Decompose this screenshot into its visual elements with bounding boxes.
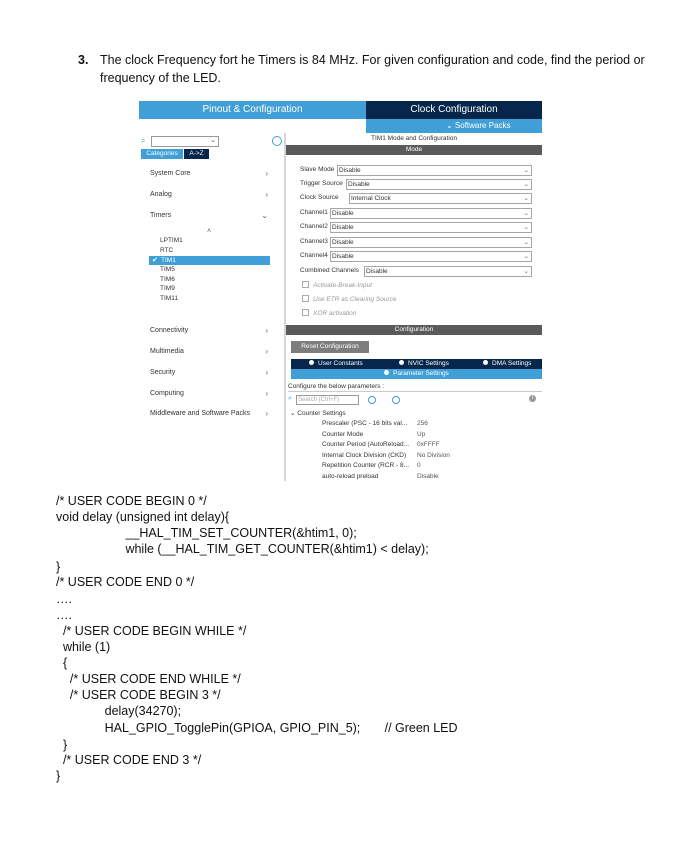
mode-configuration-pane: [286, 133, 542, 481]
field-channel1: [300, 208, 540, 219]
select-value: Disable: [348, 181, 370, 188]
chevron-down-icon: ⌄: [523, 239, 529, 246]
code-line: __HAL_TIM_SET_COUNTER(&htim1, 0);: [56, 526, 357, 540]
checkbox-label: Use ETR as Clearing Source: [313, 296, 397, 303]
param-value: 0xFFFF: [417, 441, 440, 448]
nav-security[interactable]: [150, 367, 275, 379]
code-line: /* USER CODE BEGIN 0 */: [56, 494, 207, 508]
checkbox-icon: [302, 281, 309, 288]
category-search-input[interactable]: [151, 136, 219, 147]
checkbox-activate-break-input[interactable]: [302, 281, 372, 289]
chevron-right-icon: ›: [265, 326, 268, 335]
mode-header: Mode: [286, 145, 542, 155]
software-packs-menu[interactable]: ⌄ Software Packs: [366, 119, 542, 133]
param-name: Counter Period (AutoReload...: [322, 441, 410, 448]
code-line: ….: [56, 608, 72, 622]
param-name: Repetition Counter (RCR - 8...: [322, 462, 410, 469]
chevron-down-icon: ⌄: [523, 210, 529, 217]
select-value: Disable: [339, 167, 361, 174]
nav-label: Analog: [150, 191, 172, 198]
nav-connectivity[interactable]: [150, 325, 275, 337]
tab-label: NVIC Settings: [408, 360, 449, 367]
checkbox-use-etr[interactable]: [302, 295, 396, 303]
field-slave-mode: [300, 165, 540, 176]
code-line: }: [56, 738, 68, 752]
code-line: HAL_GPIO_TogglePin(GPIOA, GPIO_PIN_5); // Green LED: [56, 721, 458, 735]
field-channel4: [300, 251, 540, 262]
param-value: 0: [417, 462, 421, 469]
code-line: {: [56, 656, 68, 670]
dot-icon: [309, 360, 314, 365]
select-value: Disable: [332, 210, 354, 217]
field-trigger-source: [300, 179, 540, 190]
nav-middleware[interactable]: [150, 408, 275, 420]
chevron-right-icon: ›: [265, 347, 268, 356]
tab-clock-configuration[interactable]: Clock Configuration: [366, 101, 542, 119]
param-name: auto-reload preload: [322, 472, 379, 480]
param-row[interactable]: [322, 431, 542, 440]
nav-label: Timers: [150, 212, 172, 219]
timer-item[interactable]: LPTIM1: [160, 237, 183, 244]
code-line: while (__HAL_TIM_GET_COUNTER(&htim1) < delay);: [56, 542, 429, 556]
param-name: Counter Mode: [322, 430, 364, 438]
config-subtabs: [291, 359, 542, 369]
chevron-right-icon: ›: [265, 389, 268, 398]
tab-categories[interactable]: Categories: [141, 149, 183, 159]
chevron-right-icon: ›: [265, 409, 268, 418]
tab-a-z[interactable]: A->Z: [184, 149, 209, 159]
field-label: Channel2: [300, 223, 328, 230]
field-label: Channel4: [300, 252, 328, 259]
chevron-down-icon: ⌄: [523, 268, 529, 275]
nav-label: Multimedia: [150, 348, 184, 355]
field-label: Channel3: [300, 238, 328, 245]
chevron-down-icon: ⌄: [523, 253, 529, 260]
channel2-select[interactable]: [330, 222, 532, 233]
tab-label: DMA Settings: [492, 360, 532, 367]
chevron-right-icon: ›: [265, 190, 268, 199]
chevron-right-icon: ›: [265, 169, 268, 178]
field-label: Channel1: [300, 209, 328, 216]
field-clock-source: [300, 193, 540, 204]
nav-label: Middleware and Software Packs: [150, 410, 250, 417]
select-value: Disable: [332, 253, 354, 260]
group-label: Counter Settings: [297, 410, 346, 417]
reset-configuration-button[interactable]: Reset Configuration: [291, 341, 369, 353]
nav-label: Connectivity: [150, 327, 189, 334]
chevron-down-icon: ⌄: [261, 211, 268, 220]
field-label: Combined Channels: [300, 267, 359, 274]
gear-icon[interactable]: [272, 136, 282, 146]
categories-pane: [139, 133, 286, 481]
counter-settings-group[interactable]: [290, 409, 346, 417]
param-name: Prescaler (PSC - 16 bits val...: [322, 420, 408, 427]
code-line: /* USER CODE END 0 */: [56, 575, 195, 589]
tab-label: Parameter Settings: [393, 370, 449, 377]
check-icon: ✔: [152, 257, 158, 264]
tab-parameter-settings[interactable]: [291, 369, 542, 379]
code-line: }: [56, 560, 61, 574]
nav-label: Computing: [150, 390, 184, 397]
chevron-right-icon: ›: [265, 368, 268, 377]
field-label: Slave Mode: [300, 166, 335, 173]
nav-analog[interactable]: [150, 189, 275, 201]
nav-multimedia[interactable]: [150, 346, 275, 358]
code-line: }: [56, 769, 61, 783]
code-line: ….: [56, 592, 72, 606]
combined-channels-select[interactable]: [364, 266, 532, 277]
code-line: /* USER CODE BEGIN 3 */: [56, 688, 221, 702]
clock-source-select[interactable]: [349, 193, 532, 204]
code-line: /* USER CODE BEGIN WHILE */: [56, 624, 247, 638]
nav-label: Security: [150, 369, 176, 376]
code-line: /* USER CODE END WHILE */: [56, 672, 241, 686]
mode-title: TIM1 Mode and Configuration: [371, 135, 457, 142]
tab-bar: [139, 101, 542, 119]
nav-label: System Core: [150, 170, 191, 177]
filter-icon[interactable]: [392, 396, 400, 404]
field-channel2: [300, 222, 540, 233]
search-icon: ⌕: [288, 395, 292, 402]
field-channel3: [300, 237, 540, 248]
nav-system-core[interactable]: [150, 168, 275, 180]
chevron-down-icon: ⌄: [523, 224, 529, 231]
tab-dma-settings[interactable]: [483, 359, 531, 369]
field-label: Trigger Source: [300, 180, 343, 187]
nav-timers[interactable]: [150, 210, 275, 222]
code-line: /* USER CODE END 3 */: [56, 753, 202, 767]
scroll-up-icon[interactable]: ˄: [207, 228, 212, 235]
search-icon: ⌕: [141, 136, 146, 145]
question-text: The clock Frequency fort he Timers is 84 MHz. For given configuration and code, find the period or frequency of the LED.: [100, 53, 645, 85]
channel3-select[interactable]: [330, 237, 532, 248]
configuration-header: Configuration: [286, 325, 542, 335]
channel4-select[interactable]: [330, 251, 532, 262]
param-row[interactable]: [322, 441, 542, 450]
divider: [288, 391, 542, 392]
param-value: 256: [417, 420, 428, 427]
dot-icon: [384, 370, 389, 375]
param-row[interactable]: [322, 452, 542, 461]
trigger-source-select[interactable]: [346, 179, 532, 190]
field-label: Clock Source: [300, 194, 339, 201]
nav-computing[interactable]: [150, 388, 275, 400]
checkbox-xor-activation[interactable]: [302, 309, 356, 317]
slave-mode-select[interactable]: [337, 165, 532, 176]
category-search: [141, 136, 281, 147]
tab-user-constants[interactable]: [309, 359, 363, 369]
select-value: Disable: [366, 268, 388, 275]
configure-label: Configure the below parameters :: [288, 383, 385, 390]
cubemx-screenshot: [139, 101, 542, 481]
parameter-search-input[interactable]: Search (Ctrl+F): [296, 395, 359, 405]
chevron-down-icon: ⌄: [523, 181, 529, 188]
dot-icon: [483, 360, 488, 365]
checkbox-icon: [302, 309, 309, 316]
code-line: void delay (unsigned int delay){: [56, 510, 230, 524]
select-value: Disable: [332, 239, 354, 246]
channel1-select[interactable]: [330, 208, 532, 219]
tab-pinout-configuration[interactable]: Pinout & Configuration: [139, 101, 366, 119]
param-value: Up: [417, 430, 426, 438]
field-combined-channels: [300, 266, 540, 277]
chevron-down-icon: ⌄: [523, 167, 529, 174]
filter-icon[interactable]: [368, 396, 376, 404]
param-value: No Division: [417, 451, 450, 459]
dot-icon: [399, 360, 404, 365]
parameter-search: [288, 395, 538, 405]
timer-item[interactable]: TIM5: [160, 266, 175, 273]
param-name: Internal Clock Division (CKD): [322, 451, 407, 459]
timer-item[interactable]: TIM9: [160, 285, 175, 292]
code-line: while (1): [56, 640, 111, 654]
checkbox-icon: [302, 295, 309, 302]
chevron-down-icon: ⌄: [523, 195, 529, 202]
param-row[interactable]: [322, 420, 542, 429]
code-line: delay(34270);: [56, 704, 182, 718]
select-value: Internal Clock: [351, 195, 391, 202]
checkbox-label: XOR activation: [313, 310, 357, 317]
chevron-down-icon: ⌄: [210, 137, 216, 144]
timer-label: TIM1: [161, 257, 176, 264]
timer-item-selected[interactable]: [149, 256, 270, 265]
param-row[interactable]: [322, 462, 542, 471]
chevron-down-icon: ⌄: [290, 410, 296, 417]
question-number: 3.: [78, 53, 89, 67]
select-value: Disable: [332, 224, 354, 231]
param-value: Disable: [417, 472, 439, 480]
timer-item[interactable]: RTC: [160, 246, 174, 254]
checkbox-label: Activate-Break-Input: [313, 282, 372, 289]
timer-item[interactable]: TIM6: [160, 275, 175, 283]
info-icon[interactable]: i: [529, 395, 536, 402]
tab-label: User Constants: [318, 360, 363, 367]
tab-nvic-settings[interactable]: [399, 359, 449, 369]
timer-item[interactable]: TIM11: [160, 294, 178, 302]
param-row[interactable]: [322, 473, 542, 482]
